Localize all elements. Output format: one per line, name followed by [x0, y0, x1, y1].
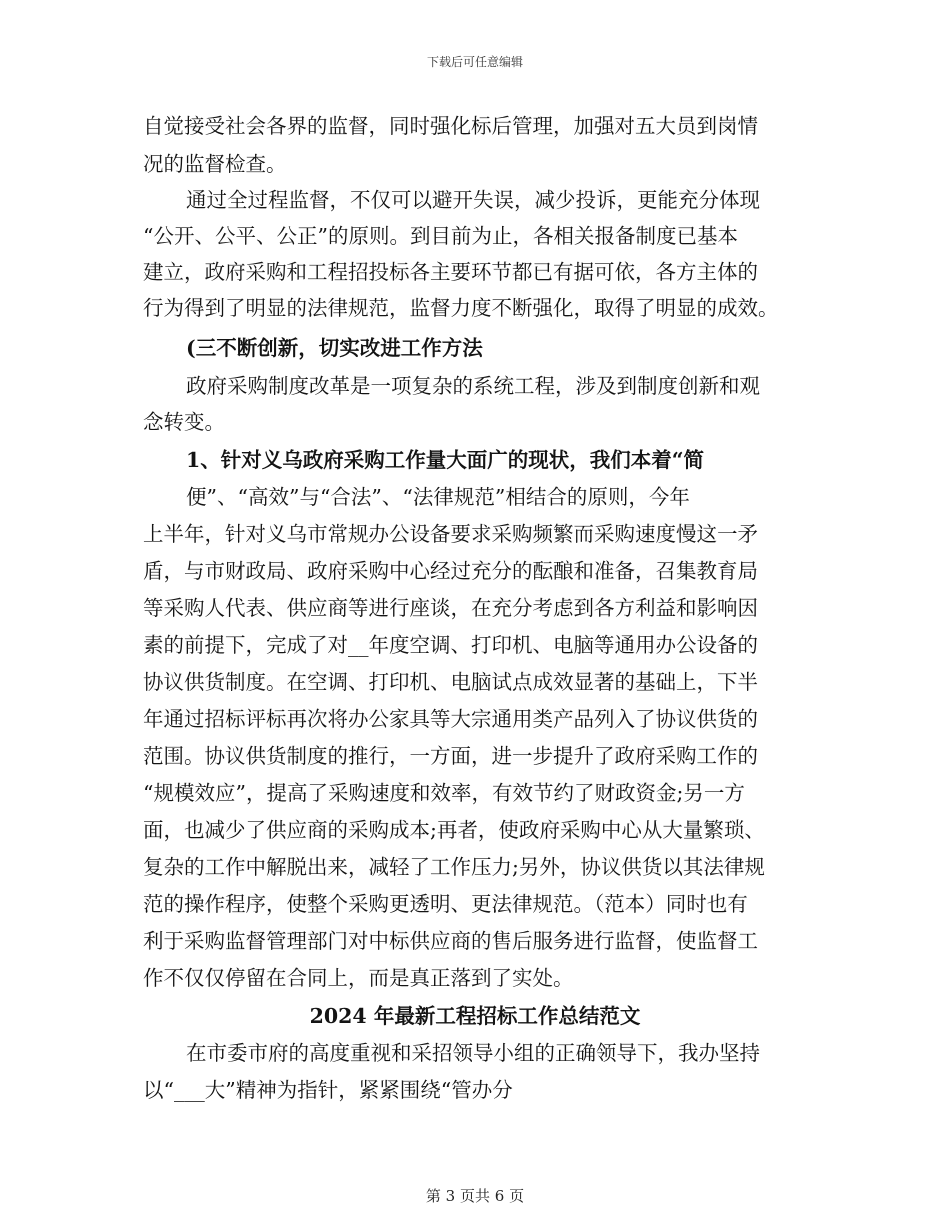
- text-line: 以“___大”精神为指针，紧紧围绕“管办分: [143, 1078, 513, 1102]
- text-line: 在市委市府的高度重视和采招领导小组的正确领导下，我办坚持: [186, 1041, 760, 1065]
- text-line: 范的操作程序，使整个采购更透明、更法律规范。（范本）同时也有: [143, 892, 748, 916]
- document-title: 2024 年最新工程招标工作总结范文: [309, 1004, 641, 1028]
- text-line: 等采购人代表、供应商等进行座谈，在充分考虑到各方利益和影响因: [143, 596, 758, 620]
- text-line: 范围。协议供货制度的推行，一方面，进一步提升了政府采购工作的: [143, 744, 758, 768]
- text-line: 念转变。: [143, 410, 225, 434]
- text-line: 行为得到了明显的法律规范，监督力度不断强化，取得了明显的成效。: [143, 296, 779, 320]
- text-line: 面，也减少了供应商的采购成本;再者，使政府采购中心从大量繁琐、: [143, 818, 765, 842]
- section-heading: (三不断创新，切实改进工作方法: [186, 336, 483, 360]
- text-line: 素的前提下，完成了对__年度空调、打印机、电脑等通用办公设备的: [143, 633, 758, 657]
- text-line: 盾，与市财政局、政府采购中心经过充分的酝酿和准备，召集教育局: [143, 559, 758, 583]
- text-line: “公开、公平、公正”的原则。到目前为止，各相关报备制度已基本: [143, 224, 738, 248]
- text-line: 协议供货制度。在空调、打印机、电脑试点成效显著的基础上，下半: [143, 670, 758, 694]
- text-line: 年通过招标评标再次将办公家具等大宗通用类产品列入了协议供货的: [143, 707, 758, 731]
- item-heading: 1、针对义乌政府采购工作量大面广的现状，我们本着“简: [186, 448, 705, 472]
- text-line: 通过全过程监督，不仅可以避开失误，减少投诉，更能充分体现: [186, 188, 760, 212]
- text-line: “规模效应”，提高了采购速度和效率，有效节约了财政资金;另一方: [143, 781, 745, 805]
- page-footer: 第 3 页共 6 页: [425, 1187, 525, 1205]
- text-line: 上半年，针对义乌市常规办公设备要求采购频繁而采购速度慢这一矛: [143, 522, 758, 546]
- text-line: 利于采购监督管理部门对中标供应商的售后服务进行监督，使监督工: [143, 929, 758, 953]
- text-line: 自觉接受社会各界的监督，同时强化标后管理，加强对五大员到岗情: [143, 114, 758, 138]
- text-line: 便”、“高效”与“合法”、“法律规范”相结合的原则，今年: [186, 485, 690, 509]
- text-line: 作不仅仅停留在合同上，而是真正落到了实处。: [143, 966, 574, 990]
- text-line: 政府采购制度改革是一项复杂的系统工程，涉及到制度创新和观: [186, 374, 760, 398]
- page-header: 下载后可任意编辑: [426, 55, 523, 69]
- text-line: 建立，政府采购和工程招投标各主要环节都已有据可依，各方主体的: [143, 260, 758, 284]
- text-line: 复杂的工作中解脱出来，减轻了工作压力;另外，协议供货以其法律规: [143, 855, 765, 879]
- text-line: 况的监督检查。: [143, 152, 287, 176]
